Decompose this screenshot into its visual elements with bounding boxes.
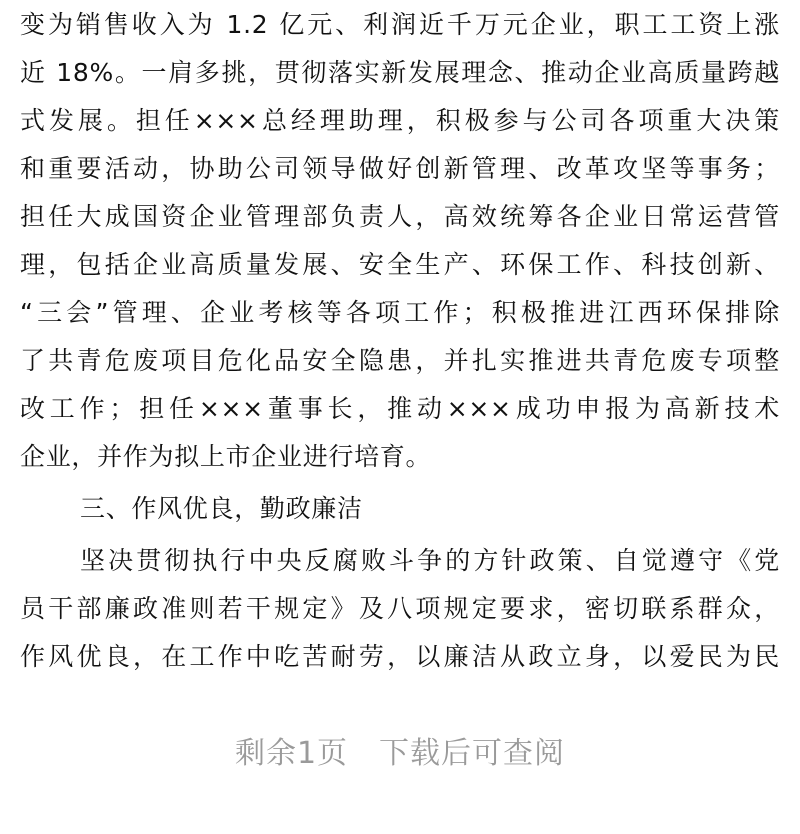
section-line-2: 员干部廉政准则若干规定》及八项规定要求，密切联系群众， (20, 594, 780, 623)
body-line-5: 担任大成国资企业管理部负责人，高效统筹各企业日常运营管 (20, 202, 780, 231)
body-line-2: 近 18%。一肩多挑，贯彻落实新发展理念、推动企业高质量跨越 (20, 58, 780, 87)
body-line-8: 了共青危废项目危化品安全隐患，并扎实推进共青危废专项整 (20, 346, 780, 375)
body-line-7: “三会”管理、企业考核等各项工作；积极推进江西环保排除 (20, 298, 780, 327)
body-line-9: 改工作；担任×××董事长，推动×××成功申报为高新技术 (20, 394, 780, 423)
section-heading: 三、作风优良，勤政廉洁 (80, 494, 363, 523)
section-line-1: 坚决贯彻执行中央反腐败斗争的方针政策、自觉遵守《党 (80, 546, 780, 575)
body-line-4: 和重要活动，协助公司领导做好创新管理、改革攻坚等事务； (20, 154, 780, 183)
body-line-6: 理，包括企业高质量发展、安全生产、环保工作、科技创新、 (20, 250, 780, 279)
remaining-pages-notice[interactable]: 剩余1页 下载后可查阅 (234, 736, 566, 771)
section-line-3: 作风优良，在工作中吃苦耐劳，以廉洁从政立身，以爱民为民 (20, 642, 780, 671)
body-line-10: 企业，并作为拟上市企业进行培育。 (20, 442, 432, 471)
body-line-1: 变为销售收入为 1.2 亿元、利润近千万元企业，职工工资上涨 (20, 10, 780, 39)
body-line-3: 式发展。担任×××总经理助理，积极参与公司各项重大决策 (20, 106, 780, 135)
